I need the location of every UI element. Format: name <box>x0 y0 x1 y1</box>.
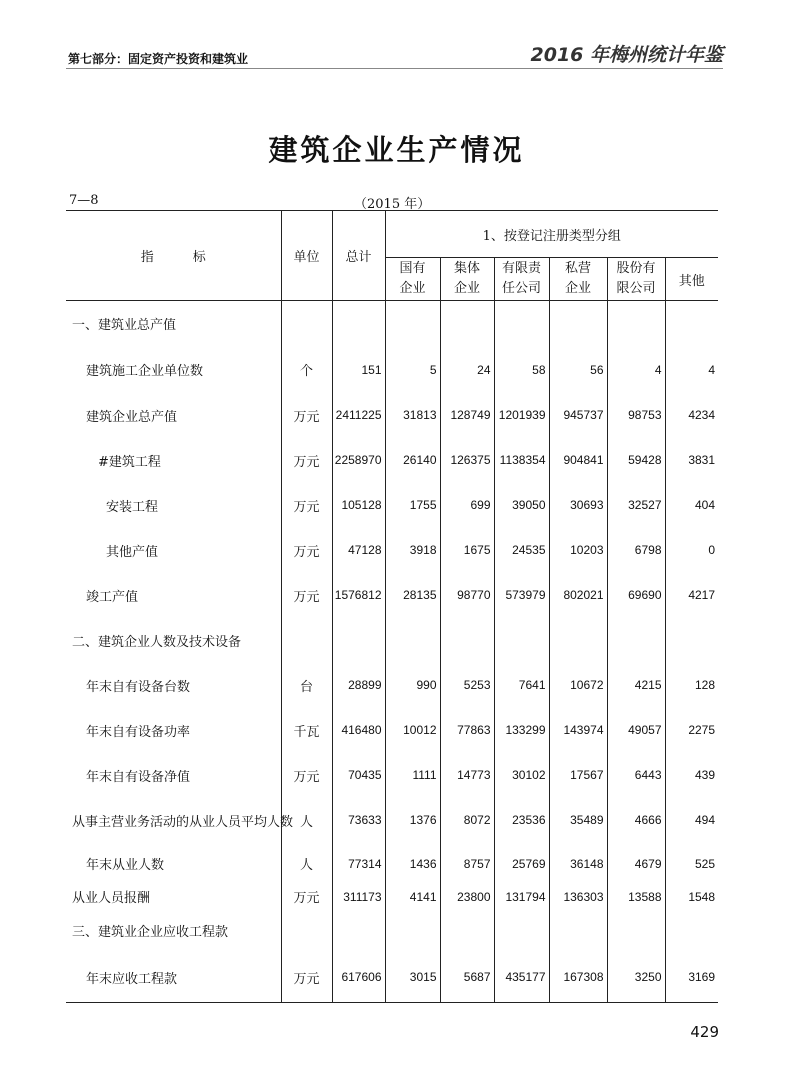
value-cell: 3250 <box>607 953 665 1003</box>
value-cell: 31813 <box>385 393 440 438</box>
row-label: #建筑工程 <box>98 454 161 470</box>
value-cell: 17567 <box>549 753 607 798</box>
value-cell: 4 <box>665 347 718 393</box>
value-cell: 1436 <box>385 843 440 885</box>
table-row <box>66 618 718 663</box>
value-cell: 10203 <box>549 528 607 573</box>
total-cell <box>332 301 385 347</box>
row-unit: 万元 <box>281 483 332 528</box>
value-cell: 26140 <box>385 438 440 483</box>
row-label: 安装工程 <box>106 499 159 515</box>
value-cell: 525 <box>665 843 718 885</box>
value-cell: 3015 <box>385 953 440 1003</box>
row-unit: 万元 <box>281 528 332 573</box>
value-cell <box>665 618 718 663</box>
total-cell: 416480 <box>332 708 385 753</box>
value-cell: 77863 <box>440 708 494 753</box>
total-cell: 617606 <box>332 953 385 1003</box>
value-cell <box>549 618 607 663</box>
table-row <box>66 438 718 483</box>
value-cell: 25769 <box>494 843 549 885</box>
value-cell <box>549 301 607 347</box>
header-collective: 集体 企业 <box>440 258 494 301</box>
value-cell: 1675 <box>440 528 494 573</box>
value-cell: 36148 <box>549 843 607 885</box>
value-cell: 143974 <box>549 708 607 753</box>
value-cell: 8072 <box>440 798 494 843</box>
page-title: 建筑企业生产情况 <box>268 133 525 167</box>
row-unit: 万元 <box>281 953 332 1003</box>
year-label: （2015 年） <box>354 197 431 212</box>
row-unit: 人 <box>281 843 332 885</box>
value-cell: 2275 <box>665 708 718 753</box>
table-row <box>66 708 718 753</box>
row-unit: 万元 <box>281 753 332 798</box>
table-row <box>66 483 718 528</box>
row-label: 年末自有设备净值 <box>86 769 191 785</box>
value-cell: 98753 <box>607 393 665 438</box>
value-cell: 49057 <box>607 708 665 753</box>
row-unit <box>281 618 332 663</box>
row-unit: 万元 <box>281 885 332 909</box>
total-cell: 47128 <box>332 528 385 573</box>
total-cell: 2258970 <box>332 438 385 483</box>
row-label: 年末自有设备功率 <box>86 724 191 740</box>
value-cell: 1755 <box>385 483 440 528</box>
header-private: 私营 企业 <box>549 258 607 301</box>
table-row <box>66 663 718 708</box>
value-cell: 5687 <box>440 953 494 1003</box>
value-cell: 30102 <box>494 753 549 798</box>
value-cell: 1111 <box>385 753 440 798</box>
total-cell: 77314 <box>332 843 385 885</box>
value-cell: 128749 <box>440 393 494 438</box>
value-cell: 8757 <box>440 843 494 885</box>
value-cell: 58 <box>494 347 549 393</box>
value-cell: 435177 <box>494 953 549 1003</box>
value-cell: 1376 <box>385 798 440 843</box>
value-cell <box>607 301 665 347</box>
header-divider <box>66 68 723 69</box>
row-unit: 人 <box>281 798 332 843</box>
data-table <box>66 210 718 1003</box>
value-cell: 404 <box>665 483 718 528</box>
row-label: 二、建筑企业人数及技术设备 <box>72 634 242 650</box>
table-row <box>66 753 718 798</box>
header-other: 其他 <box>665 258 718 301</box>
value-cell: 24 <box>440 347 494 393</box>
header-limited-liability: 有限责 任公司 <box>494 258 549 301</box>
value-cell: 56 <box>549 347 607 393</box>
value-cell: 4234 <box>665 393 718 438</box>
value-cell: 4141 <box>385 885 440 909</box>
value-cell: 13588 <box>607 885 665 909</box>
value-cell: 128 <box>665 663 718 708</box>
value-cell <box>665 301 718 347</box>
value-cell: 30693 <box>549 483 607 528</box>
value-cell: 945737 <box>549 393 607 438</box>
row-unit: 个 <box>281 347 332 393</box>
header-joint-stock: 股份有 限公司 <box>607 258 665 301</box>
row-unit <box>281 909 332 953</box>
value-cell: 69690 <box>607 573 665 618</box>
header-unit: 单位 <box>281 211 332 301</box>
value-cell <box>385 301 440 347</box>
value-cell <box>665 909 718 953</box>
table-number: 7—8 <box>69 193 99 208</box>
header-state-owned: 国有 企业 <box>385 258 440 301</box>
value-cell: 23536 <box>494 798 549 843</box>
total-cell: 105128 <box>332 483 385 528</box>
table-row <box>66 301 718 347</box>
yearbook-title: 2016 年梅州统计年鉴 <box>530 44 723 66</box>
row-label: 建筑企业总产值 <box>86 409 178 425</box>
value-cell: 904841 <box>549 438 607 483</box>
table-row <box>66 843 718 885</box>
table-row <box>66 347 718 393</box>
row-unit: 万元 <box>281 438 332 483</box>
value-cell <box>494 618 549 663</box>
value-cell <box>607 909 665 953</box>
table-row <box>66 953 718 1003</box>
row-label: 竣工产值 <box>86 589 139 605</box>
value-cell: 4217 <box>665 573 718 618</box>
value-cell: 0 <box>665 528 718 573</box>
value-cell: 39050 <box>494 483 549 528</box>
table-row <box>66 573 718 618</box>
value-cell: 32527 <box>607 483 665 528</box>
value-cell: 24535 <box>494 528 549 573</box>
value-cell: 699 <box>440 483 494 528</box>
value-cell: 98770 <box>440 573 494 618</box>
total-cell: 28899 <box>332 663 385 708</box>
value-cell: 802021 <box>549 573 607 618</box>
value-cell: 4 <box>607 347 665 393</box>
total-cell: 151 <box>332 347 385 393</box>
header-indicator: 指 标 <box>66 211 281 301</box>
row-unit: 万元 <box>281 573 332 618</box>
value-cell: 10012 <box>385 708 440 753</box>
value-cell: 990 <box>385 663 440 708</box>
header-group: 1、按登记注册类型分组 <box>385 211 718 258</box>
data-table-container <box>66 210 718 1003</box>
row-unit: 万元 <box>281 393 332 438</box>
table-row <box>66 393 718 438</box>
total-cell: 1576812 <box>332 573 385 618</box>
total-cell <box>332 618 385 663</box>
value-cell: 5253 <box>440 663 494 708</box>
table-row <box>66 885 718 909</box>
value-cell: 4666 <box>607 798 665 843</box>
value-cell: 1201939 <box>494 393 549 438</box>
value-cell: 573979 <box>494 573 549 618</box>
value-cell <box>440 909 494 953</box>
section-header: 第七部分：固定资产投资和建筑业 <box>68 52 249 66</box>
row-label: 从业人员报酬 <box>72 891 151 906</box>
value-cell: 5 <box>385 347 440 393</box>
value-cell: 4679 <box>607 843 665 885</box>
value-cell: 1138354 <box>494 438 549 483</box>
row-label: 从事主营业务活动的从业人员平均人数 <box>72 814 294 830</box>
row-label: 一、建筑业总产值 <box>72 318 177 334</box>
row-label: 建筑施工企业单位数 <box>86 364 204 379</box>
row-unit: 千瓦 <box>281 708 332 753</box>
value-cell: 14773 <box>440 753 494 798</box>
value-cell: 126375 <box>440 438 494 483</box>
value-cell: 131794 <box>494 885 549 909</box>
value-cell <box>385 618 440 663</box>
value-cell <box>440 301 494 347</box>
value-cell: 23800 <box>440 885 494 909</box>
value-cell: 28135 <box>385 573 440 618</box>
total-cell: 2411225 <box>332 393 385 438</box>
table-row <box>66 528 718 573</box>
row-label: 年末从业人数 <box>86 858 165 873</box>
total-cell <box>332 909 385 953</box>
value-cell: 6443 <box>607 753 665 798</box>
row-label: 年末应收工程款 <box>66 953 281 1003</box>
value-cell: 7641 <box>494 663 549 708</box>
total-cell: 70435 <box>332 753 385 798</box>
value-cell <box>494 301 549 347</box>
value-cell: 3831 <box>665 438 718 483</box>
row-label: 年末自有设备台数 <box>86 679 191 695</box>
row-label: 其他产值 <box>106 544 159 560</box>
value-cell: 1548 <box>665 885 718 909</box>
value-cell: 167308 <box>549 953 607 1003</box>
table-body <box>66 301 718 1003</box>
page-number: 429 <box>690 1023 719 1041</box>
value-cell <box>494 909 549 953</box>
value-cell <box>385 909 440 953</box>
row-unit: 台 <box>281 663 332 708</box>
header-total: 总计 <box>332 211 385 301</box>
value-cell: 35489 <box>549 798 607 843</box>
table-row <box>66 909 718 953</box>
value-cell: 6798 <box>607 528 665 573</box>
value-cell <box>549 909 607 953</box>
value-cell: 59428 <box>607 438 665 483</box>
value-cell: 133299 <box>494 708 549 753</box>
value-cell <box>440 618 494 663</box>
total-cell: 73633 <box>332 798 385 843</box>
value-cell <box>607 618 665 663</box>
table-row <box>66 798 718 843</box>
row-label: 三、建筑业企业应收工程款 <box>72 925 229 940</box>
value-cell: 494 <box>665 798 718 843</box>
total-cell: 311173 <box>332 885 385 909</box>
value-cell: 4215 <box>607 663 665 708</box>
value-cell: 439 <box>665 753 718 798</box>
value-cell: 10672 <box>549 663 607 708</box>
value-cell: 3918 <box>385 528 440 573</box>
value-cell: 136303 <box>549 885 607 909</box>
value-cell: 3169 <box>665 953 718 1003</box>
row-unit <box>281 301 332 347</box>
